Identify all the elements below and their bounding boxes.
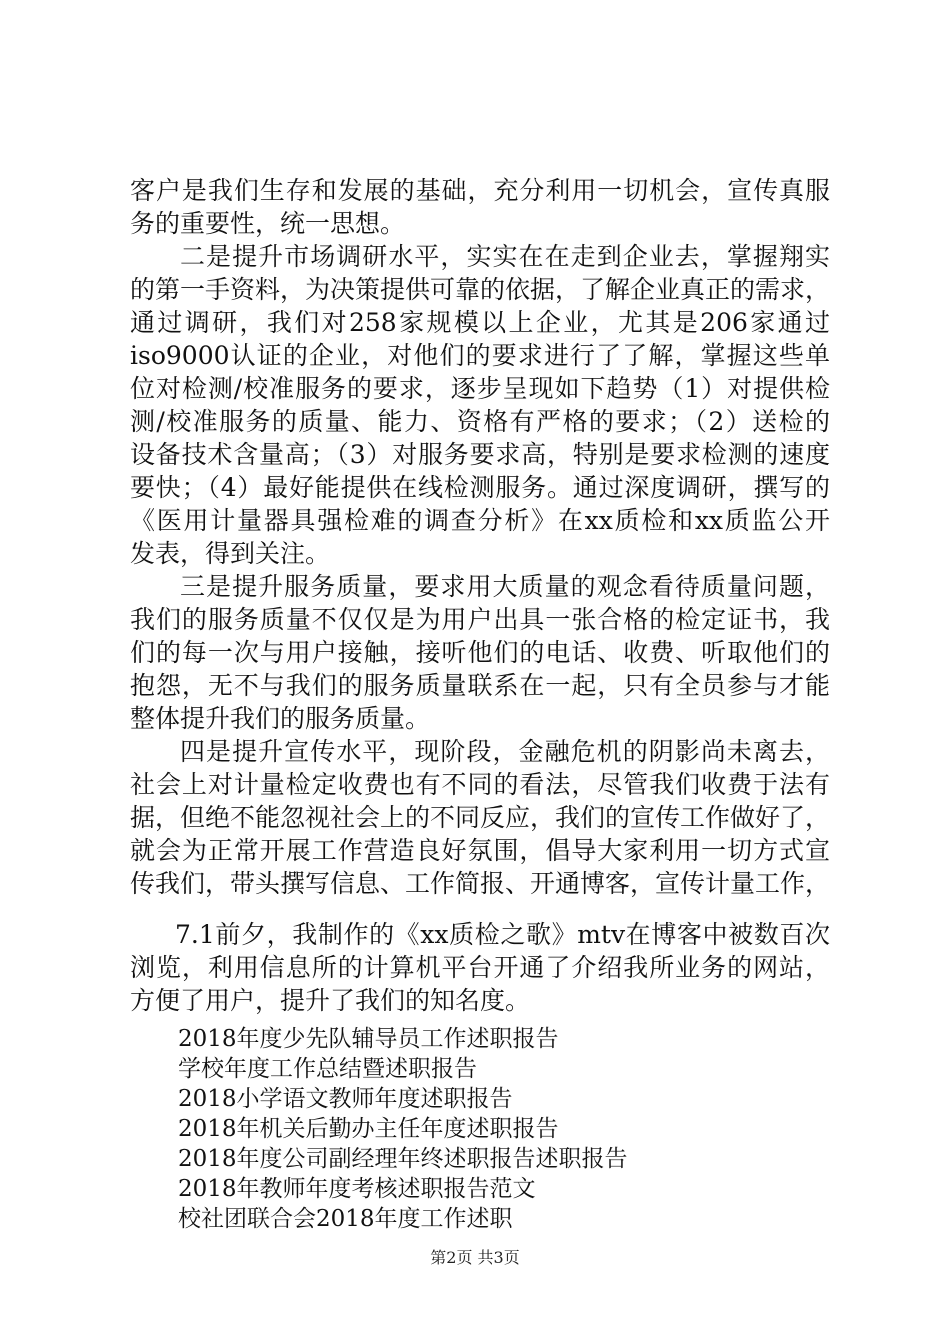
paragraph-line: 务的重要性，统一思想。 bbox=[130, 209, 406, 238]
related-link[interactable]: 校社团联合会2018年度工作述职 bbox=[178, 1206, 513, 1232]
related-link[interactable]: 学校年度工作总结暨述职报告 bbox=[178, 1056, 477, 1082]
paragraph-line: 四是提升宣传水平，现阶段，金融危机的阴影尚未离去， bbox=[180, 737, 830, 766]
related-link[interactable]: 2018年机关后勤办主任年度述职报告 bbox=[178, 1116, 559, 1142]
paragraph-line: 位对检测/校准服务的要求，逐步呈现如下趋势（1）对提供检 bbox=[130, 374, 830, 403]
paragraph-line: 7.1前夕，我制作的《xx质检之歌》mtv在博客中被数百次 bbox=[175, 920, 830, 949]
paragraph-line: 二是提升市场调研水平，实实在在走到企业去，掌握翔实 bbox=[180, 242, 830, 271]
paragraph-line: 发表，得到关注。 bbox=[130, 539, 331, 568]
related-link[interactable]: 2018小学语文教师年度述职报告 bbox=[178, 1086, 513, 1112]
paragraph-line: 测/校准服务的质量、能力、资格有严格的要求；（2）送检的 bbox=[130, 407, 830, 436]
paragraph-line: 设备技术含量高；（3）对服务要求高，特别是要求检测的速度 bbox=[130, 440, 830, 469]
paragraph-line: 客户是我们生存和发展的基础，充分利用一切机会，宣传真服 bbox=[130, 176, 830, 205]
paragraph-line: 方便了用户，提升了我们的知名度。 bbox=[130, 986, 531, 1015]
paragraph-line: 通过调研，我们对258家规模以上企业，尤其是206家通过 bbox=[130, 308, 830, 337]
paragraph-line: 三是提升服务质量，要求用大质量的观念看待质量问题， bbox=[180, 572, 830, 601]
paragraph-line: 社会上对计量检定收费也有不同的看法，尽管我们收费于法有 bbox=[130, 770, 830, 799]
paragraph-line: iso9000认证的企业，对他们的要求进行了了解，掌握这些单 bbox=[130, 341, 830, 370]
paragraph-line: 就会为正常开展工作营造良好氛围，倡导大家利用一切方式宣 bbox=[130, 836, 830, 865]
paragraph-line: 的第一手资料，为决策提供可靠的依据，了解企业真正的需求， bbox=[130, 275, 830, 304]
paragraph-line: 们的每一次与用户接触，接听他们的电话、收费、听取他们的 bbox=[130, 638, 830, 667]
related-link[interactable]: 2018年度公司副经理年终述职报告述职报告 bbox=[178, 1146, 628, 1172]
related-link[interactable]: 2018年度少先队辅导员工作述职报告 bbox=[178, 1026, 559, 1052]
paragraph-line: 《医用计量器具强检难的调查分析》在xx质检和xx质监公开 bbox=[130, 506, 830, 535]
paragraph-line: 抱怨，无不与我们的服务质量联系在一起，只有全员参与才能 bbox=[130, 671, 830, 700]
paragraph-line: 浏览，利用信息所的计算机平台开通了介绍我所业务的网站， bbox=[130, 953, 830, 982]
paragraph-line: 据，但绝不能忽视社会上的不同反应，我们的宣传工作做好了， bbox=[130, 803, 830, 832]
page-indicator: 第2页 共3页 bbox=[430, 1248, 520, 1267]
paragraph-line: 整体提升我们的服务质量。 bbox=[130, 704, 431, 733]
paragraph-line: 要快；（4）最好能提供在线检测服务。通过深度调研，撰写的 bbox=[130, 473, 830, 502]
related-link[interactable]: 2018年教师年度考核述职报告范文 bbox=[178, 1176, 536, 1202]
paragraph-line: 我们的服务质量不仅仅是为用户出具一张合格的检定证书，我 bbox=[130, 605, 830, 634]
paragraph-line: 传我们，带头撰写信息、工作简报、开通博客，宣传计量工作， bbox=[130, 869, 830, 898]
